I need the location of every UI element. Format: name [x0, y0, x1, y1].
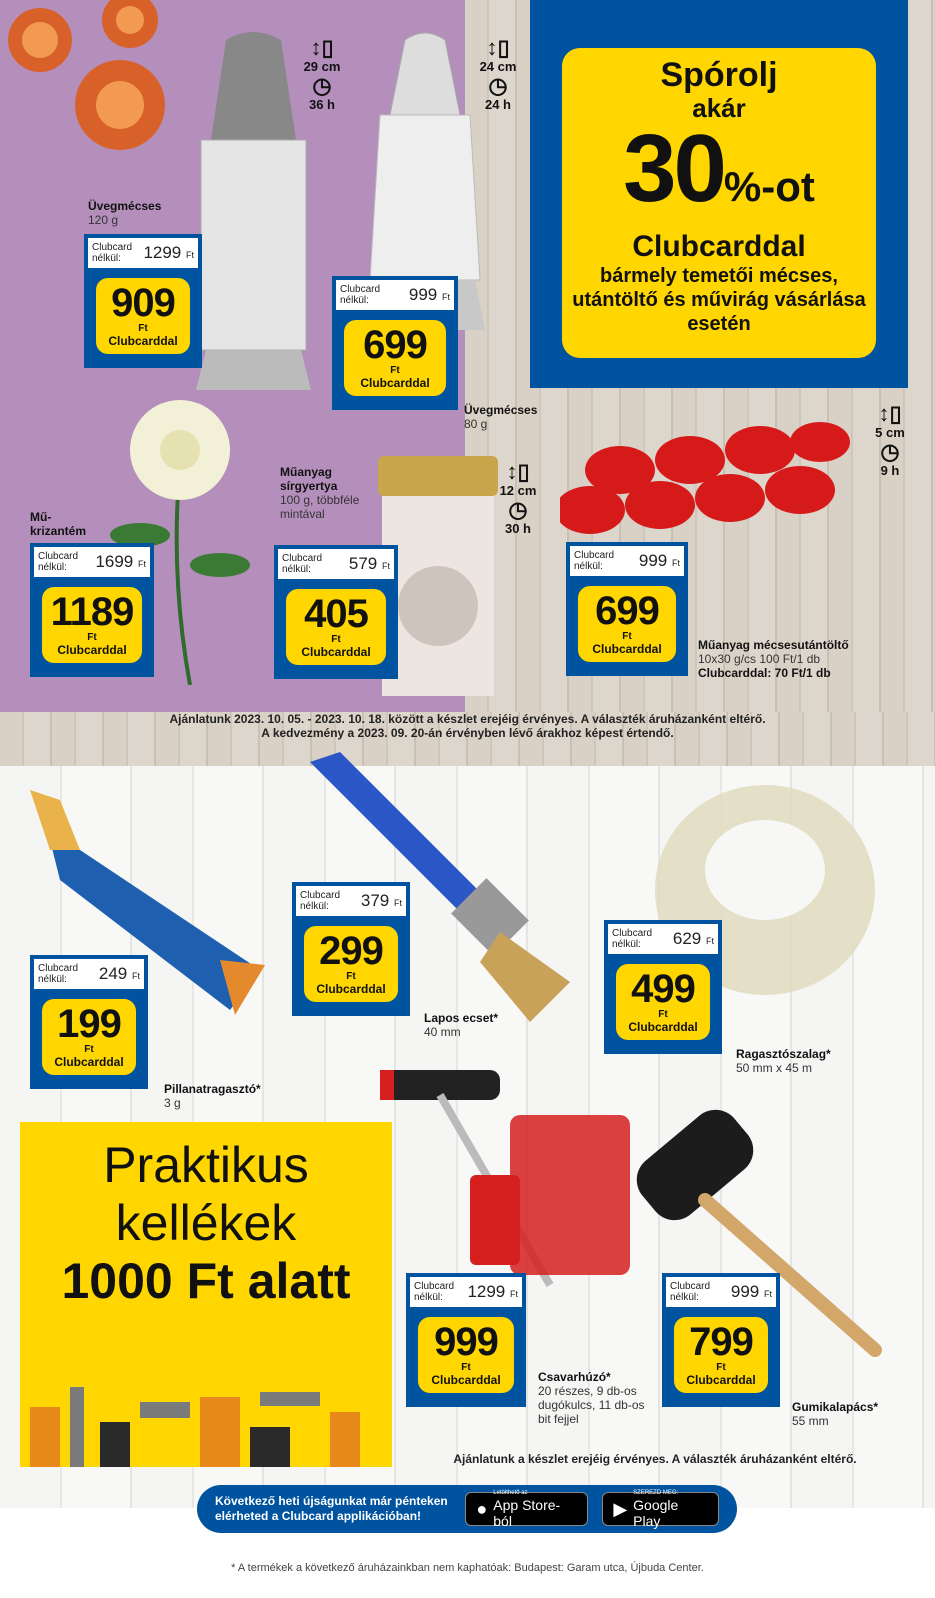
google-play-button[interactable]: ▶ SZEREZD MEG: Google Play: [602, 1492, 719, 1526]
clubcard-price: 699 Ft Clubcarddal: [578, 586, 676, 662]
promo-percent-suffix: %-ot: [723, 163, 815, 210]
price-tag-glass-candle-80: [332, 276, 458, 410]
clubcard-price: 299 Ft Clubcarddal: [304, 926, 399, 1002]
practical-accessories-banner: [20, 1122, 392, 1467]
regular-price: [88, 238, 198, 268]
price-tag-glass-candle-120: [84, 234, 202, 368]
product-name-chrysanthemum: Mű-krizantém: [30, 510, 87, 538]
store-exclusion-footnote: * A termékek a következő áruházainkban nem kaphatóak: Budapest: Garam utca, Újbuda Center.: [231, 1562, 704, 1574]
candle3-specs: [496, 460, 540, 536]
price-currency: Ft: [138, 323, 148, 334]
height-icon: ↕▯: [486, 35, 510, 60]
clubcard-price-value: 499: [631, 967, 695, 1011]
clubcard-price: 499 Ft Clubcarddal: [616, 964, 711, 1040]
clubcard-nelkul-label: Clubcard nélkül:: [92, 242, 133, 264]
price-tag-chrysanthemum: Clubcard nélkül: 1699 Ft 1189 Ft Clubcarddal: [30, 543, 154, 677]
promo-clubcard: Clubcarddal: [632, 230, 806, 263]
candle1-specs: [300, 36, 344, 112]
screwdriver-set-image: [380, 1055, 650, 1295]
banner-headline: Praktikus kellékek 1000 Ft alatt: [61, 1137, 351, 1309]
product-name-screwdriver-set: Csavarhúzó* 20 részes, 9 db-os dugókulcs, 11 db-os bit fejjel: [538, 1370, 645, 1426]
promo-percent: [562, 115, 876, 232]
product-name-plastic-candle: Műanyag sírgyertya 100 g, többféle mintával: [280, 465, 360, 521]
clubcard-price-value: 299: [319, 929, 383, 973]
clubcard-price: 1189 Ft Clubcarddal: [42, 587, 142, 663]
promo-percent-value: 30: [623, 115, 724, 222]
apple-icon: ●: [476, 1498, 488, 1519]
red-candle-refills-image: [560, 420, 870, 550]
clubcarddal-label: Clubcarddal: [108, 334, 178, 348]
burn-time-value: 9 h: [880, 463, 900, 478]
clubcard-price-value: 699: [595, 589, 659, 633]
height-icon: ↕▯: [310, 35, 334, 60]
product-name-super-glue: Pillanatragasztó* 3 g: [164, 1082, 261, 1110]
promo-yellow-box: [562, 48, 876, 358]
product-name-glass-candle-120: [88, 199, 161, 227]
promo-condition: bármely temetői mécses, utántöltő és művirág vásárlása esetén: [572, 265, 866, 335]
clubcard-price: 799 Ft Clubcarddal: [674, 1317, 769, 1393]
height-icon: ↕▯: [878, 401, 902, 426]
promo-headline: Spórolj: [660, 56, 778, 94]
clubcard-price: 999 Ft Clubcarddal: [418, 1317, 514, 1393]
height-value: 29 cm: [303, 59, 341, 74]
price-tag-flat-brush: Clubcard nélkül: 379 Ft 299 Ft Clubcarddal: [292, 882, 410, 1016]
promo-subheadline: akár: [692, 93, 746, 123]
old-price: 1299 Ft: [143, 243, 194, 262]
tools-illustration: [20, 1367, 392, 1467]
burn-time-value: 36 h: [308, 97, 335, 112]
price-tag-screwdriver-set: Clubcard nélkül: 1299 Ft 999 Ft Clubcarddal: [406, 1273, 526, 1407]
burn-time-value: 24 h: [484, 97, 511, 112]
clubcard-price-value: 799: [689, 1320, 753, 1364]
clubcard-price-value: 1189: [50, 590, 134, 634]
clock-icon: ◷: [508, 497, 528, 522]
clubcard-promo-block: [530, 0, 908, 388]
candle2-specs: [476, 36, 520, 112]
clock-icon: ◷: [488, 73, 508, 98]
product-detail: 120 g: [88, 213, 119, 227]
clock-icon: ◷: [880, 439, 900, 464]
product-name: Üvegmécses: [88, 199, 162, 213]
chrysanthemum-flowers-image: [0, 0, 190, 160]
price-tag-super-glue: Clubcard nélkül: 249 Ft 199 Ft Clubcarddal: [30, 955, 148, 1089]
price-tag-plastic-candle: Clubcard nélkül: 579 Ft 405 Ft Clubcarddal: [274, 545, 398, 679]
clubcard-price-value: 909: [111, 281, 175, 325]
clubcard-price: 199 Ft Clubcarddal: [42, 999, 137, 1075]
clubcard-price-value: 999: [434, 1320, 498, 1364]
product-name-candle-refill: Műanyag mécsesutántöltő 10x30 g/cs 100 Ft/1 db Clubcarddal: 70 Ft/1 db: [698, 638, 849, 680]
disclaimer-stock: Ajánlatunk a készlet erejéig érvényes. A választék áruházanként eltérő.: [453, 1452, 857, 1466]
app-banner-text: Következő heti újságunkat már pénteken elérheted a Clubcard applikációban!: [215, 1494, 448, 1523]
product-name-rubber-mallet: Gumikalapács* 55 mm: [792, 1400, 879, 1428]
product-name-packing-tape: Ragasztószalag* 50 mm x 45 m: [736, 1047, 831, 1075]
clubcard-price: [96, 278, 191, 354]
app-store-button[interactable]: ● Letölthető az App Store-ból: [465, 1492, 588, 1526]
height-icon: ↕▯: [506, 459, 530, 484]
clubcard-app-banner: [197, 1485, 737, 1533]
clubcard-price: 405 Ft Clubcarddal: [286, 589, 386, 665]
height-value: 12 cm: [499, 483, 537, 498]
product-name-glass-candle-80: Üvegmécses 80 g: [464, 403, 538, 431]
price-tag-rubber-mallet: Clubcard nélkül: 999 Ft 799 Ft Clubcarddal: [662, 1273, 780, 1407]
product-name-flat-brush: Lapos ecset* 40 mm: [424, 1011, 499, 1039]
clubcard-price: 699 Ft Clubcarddal: [344, 320, 445, 396]
clubcard-price-value: 405: [304, 592, 368, 636]
height-value: 24 cm: [479, 59, 517, 74]
burn-time-value: 30 h: [504, 521, 531, 536]
price-tag-candle-refill: Clubcard nélkül: 999 Ft 699 Ft Clubcarddal: [566, 542, 688, 676]
disclaimer-validity: Ajánlatunk 2023. 10. 05. - 2023. 10. 18. között a készlet erejéig érvényes. A választék áruházanként eltérő. A kedvezmény a 2023. 09. 20-án érvényben lévő árakhoz képest értendő.: [169, 712, 766, 740]
clubcard-price-value: 699: [363, 323, 427, 367]
clubcard-price-value: 199: [57, 1002, 121, 1046]
regular-price: Clubcard nélkül: 999 Ft: [336, 280, 454, 310]
clock-icon: ◷: [312, 73, 332, 98]
candle4-specs: [868, 402, 912, 478]
google-play-icon: ▶: [613, 1498, 628, 1519]
height-value: 5 cm: [875, 425, 905, 440]
price-tag-packing-tape: Clubcard nélkül: 629 Ft 499 Ft Clubcarddal: [604, 920, 722, 1054]
